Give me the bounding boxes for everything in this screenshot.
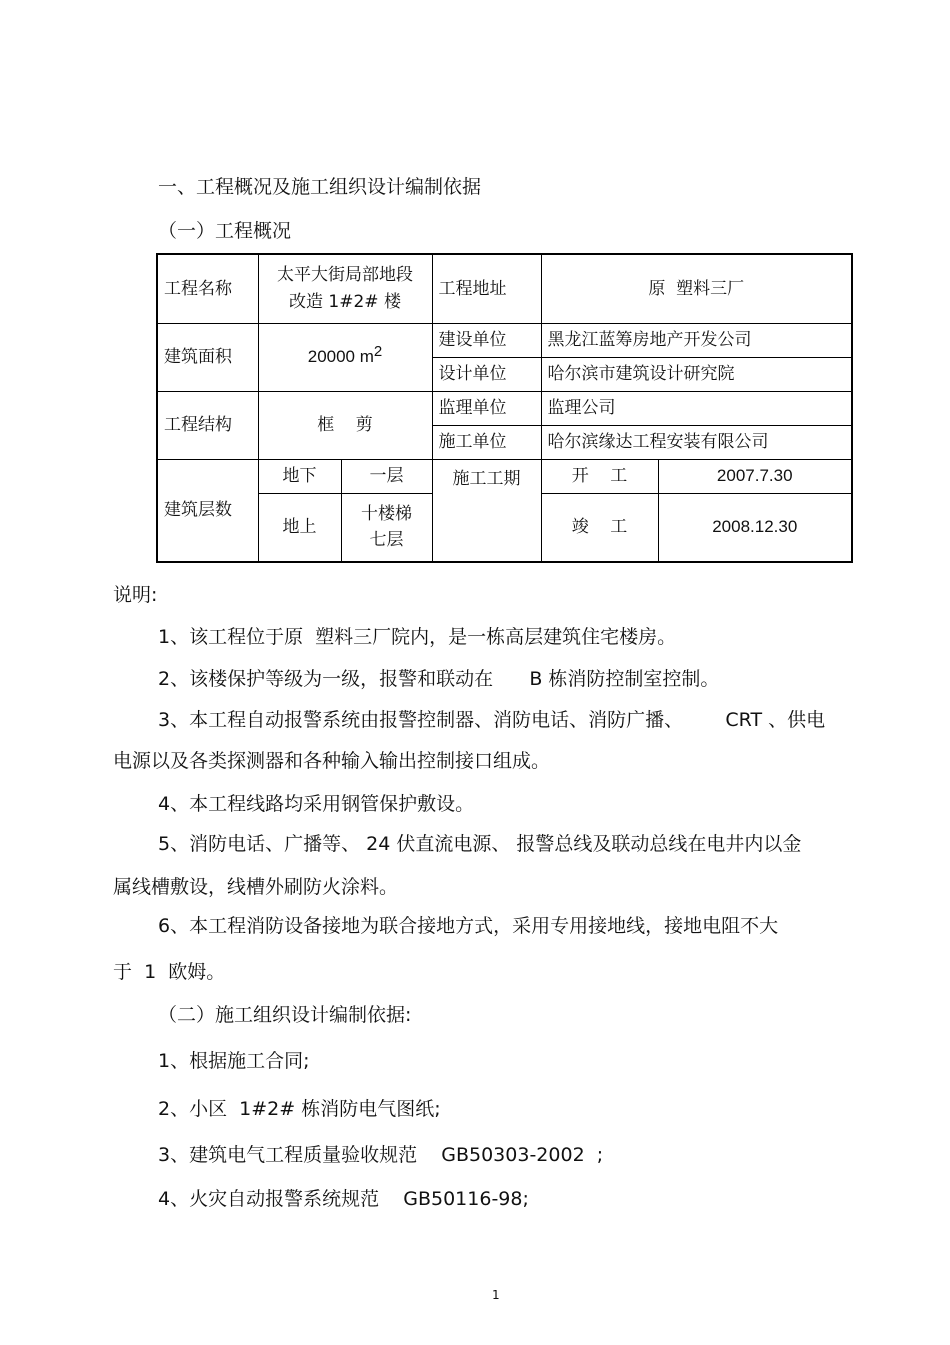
underground-label: 地下 — [258, 459, 341, 493]
underground-value: 一层 — [341, 459, 432, 493]
basis-item-2: 2、小区 1#2# 栋消防电气图纸; — [158, 1098, 441, 1120]
contractor-label: 施工单位 — [432, 425, 541, 459]
building-area-value: 20000 $m^2$ — [258, 323, 432, 391]
subsection-heading: （一）工程概况 — [158, 220, 292, 242]
designer-label: 设计单位 — [432, 357, 541, 391]
section-heading: 一、工程概况及施工组织设计编制依据 — [158, 176, 482, 198]
note-6-line-1: 6、本工程消防设备接地为联合接地方式，采用专用接地线，接地电阻不大 — [158, 915, 779, 937]
floors-label: 建筑层数 — [157, 459, 258, 562]
note-3-line-1: 3、本工程自动报警系统由报警控制器、消防电话、消防广播、 CRT 、供电 — [158, 709, 826, 731]
builder-label: 建设单位 — [432, 323, 541, 357]
supervisor-value: 监理公司 — [541, 391, 852, 425]
basis-title: （二）施工组织设计编制依据: — [158, 1004, 412, 1026]
note-5-line-2: 属线槽敷设，线槽外刷防火涂料。 — [113, 876, 399, 898]
page-number: 1 — [492, 1288, 500, 1302]
supervisor-label: 监理单位 — [432, 391, 541, 425]
start-value: 2007.7.30 — [658, 459, 852, 493]
end-label: 竣 工 — [541, 493, 658, 562]
note-5-line-1: 5、消防电话、广播等、 24 伏直流电源、 报警总线及联动总线在电井内以金 — [158, 833, 802, 855]
project-name-value: 太平大街局部地段 改造 1#2# 楼 — [258, 254, 432, 323]
basis-item-1: 1、根据施工合同; — [158, 1050, 310, 1072]
building-area-label: 建筑面积 — [157, 323, 258, 391]
aboveground-value: 十楼梯 七层 — [341, 493, 432, 562]
basis-item-4: 4、火灾自动报警系统规范 GB50116-98; — [158, 1188, 529, 1210]
note-6-line-2: 于 1 欧姆。 — [113, 961, 226, 983]
structure-value: 框 剪 — [258, 391, 432, 459]
period-label: 施工工期 — [432, 459, 541, 562]
start-label: 开 工 — [541, 459, 658, 493]
project-address-value: 原 塑料三厂 — [541, 254, 852, 323]
structure-label: 工程结构 — [157, 391, 258, 459]
project-overview-table — [156, 253, 853, 563]
project-name-label: 工程名称 — [157, 254, 258, 323]
end-value: 2008.12.30 — [658, 493, 852, 562]
builder-value: 黑龙江蓝筹房地产开发公司 — [541, 323, 852, 357]
contractor-value: 哈尔滨缘达工程安装有限公司 — [541, 425, 852, 459]
project-address-label: 工程地址 — [432, 254, 541, 323]
note-4: 4、本工程线路均采用钢管保护敷设。 — [158, 793, 475, 815]
aboveground-label: 地上 — [258, 493, 341, 562]
notes-title: 说明: — [113, 584, 158, 606]
designer-value: 哈尔滨市建筑设计研究院 — [541, 357, 852, 391]
note-2: 2、该楼保护等级为一级，报警和联动在 B 栋消防控制室控制。 — [158, 668, 720, 690]
note-3-line-2: 电源以及各类探测器和各种输入输出控制接口组成。 — [113, 750, 551, 772]
note-1: 1、该工程位于原 塑料三厂院内，是一栋高层建筑住宅楼房。 — [158, 626, 677, 648]
basis-item-3: 3、建筑电气工程质量验收规范 GB50303-2002 ; — [158, 1144, 604, 1166]
